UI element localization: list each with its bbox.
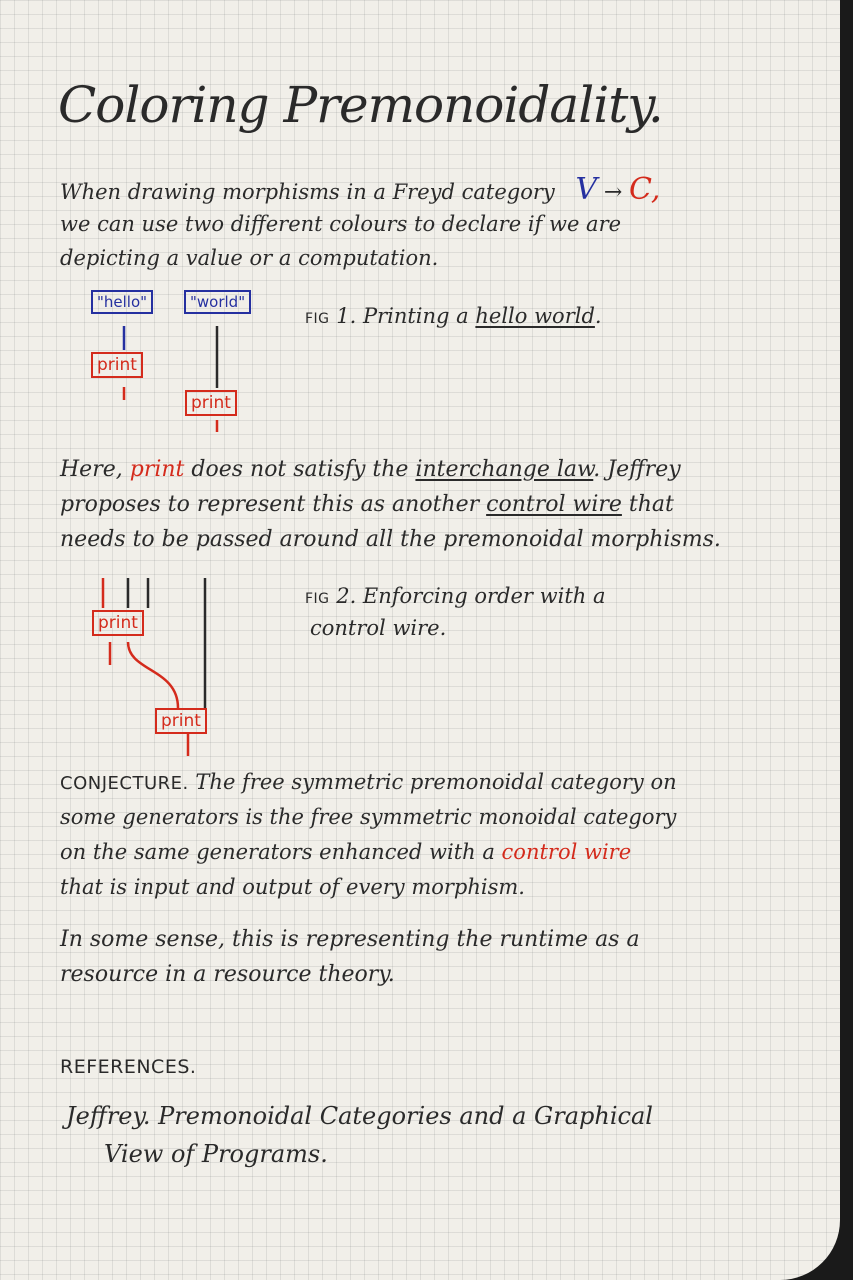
intro-line-3: depicting a value or a computation. [60, 246, 439, 270]
reference-line-1: Jeffrey. Premonoidal Categories and a Graphical [66, 1102, 653, 1130]
reference-line-2: View of Programs. [104, 1140, 328, 1168]
fig1-caption-prefix: FIG [305, 311, 330, 327]
page-title: Coloring Premonoidality. [58, 76, 663, 134]
conjecture-line-4: that is input and output of every morphism. [60, 875, 525, 899]
para2-line-1 [60, 452, 681, 488]
conjecture-line-2: some generators is the free symmetric monoidal category [60, 805, 677, 829]
fig2-print-box-a: print [92, 610, 144, 636]
sense-line-1: In some sense, this is representing the runtime as a [60, 927, 640, 952]
para2-print-word: print [129, 457, 185, 482]
fig2-print-box-b: print [155, 708, 207, 734]
para2-text-2: . Jeffrey [593, 457, 681, 482]
para2-text-3: proposes to represent this as another [60, 492, 480, 517]
para2-text-1: does not satisfy the [191, 457, 409, 482]
para2-here: Here, [60, 457, 123, 482]
fig1-caption-text: Printing a [362, 304, 469, 328]
conjecture-text-1: The free symmetric premonoidal category on [195, 770, 677, 794]
fig2-caption-prefix: FIG [305, 591, 330, 607]
conjecture-label: CONJECTURE. [60, 773, 189, 794]
fig1-caption-end: . [594, 304, 602, 328]
computation-category-symbol: C, [628, 172, 661, 207]
fig2-caption-line-1 [305, 584, 605, 608]
print-box-a: print [91, 352, 143, 378]
fig1-caption-number: 1. [336, 304, 357, 328]
para2-line-2 [60, 487, 674, 523]
conjecture-text-3: on the same generators enhanced with a [60, 840, 495, 864]
hello-value-box: "hello" [91, 290, 153, 314]
fig1-caption [305, 304, 602, 328]
conjecture-line-1 [60, 764, 677, 802]
fig2-caption-text: 2. Enforcing order with a [336, 584, 606, 608]
sense-line-2: resource in a resource theory. [60, 962, 395, 987]
fig1-caption-link: hello world [475, 304, 595, 328]
intro-text-1: When drawing morphisms in a Freyd category [60, 180, 555, 204]
fig2-caption-line-2: control wire. [310, 616, 447, 640]
para2-text-4: that [628, 492, 674, 517]
intro-line-2: we can use two different colours to declare if we are [60, 212, 622, 236]
control-wire-link: control wire [486, 492, 622, 517]
arrow-symbol: → [603, 180, 623, 205]
world-value-box: "world" [184, 290, 251, 314]
value-category-symbol: V [575, 172, 598, 207]
references-heading: REFERENCES. [60, 1056, 197, 1078]
conjecture-control-wire: control wire [501, 840, 632, 864]
fig2-control-wire [128, 642, 178, 708]
para2-line-3: needs to be passed around all the premonoidal morphisms. [60, 527, 721, 552]
interchange-law-link: interchange law [415, 457, 594, 482]
conjecture-line-3 [60, 834, 631, 870]
print-box-b: print [185, 390, 237, 416]
